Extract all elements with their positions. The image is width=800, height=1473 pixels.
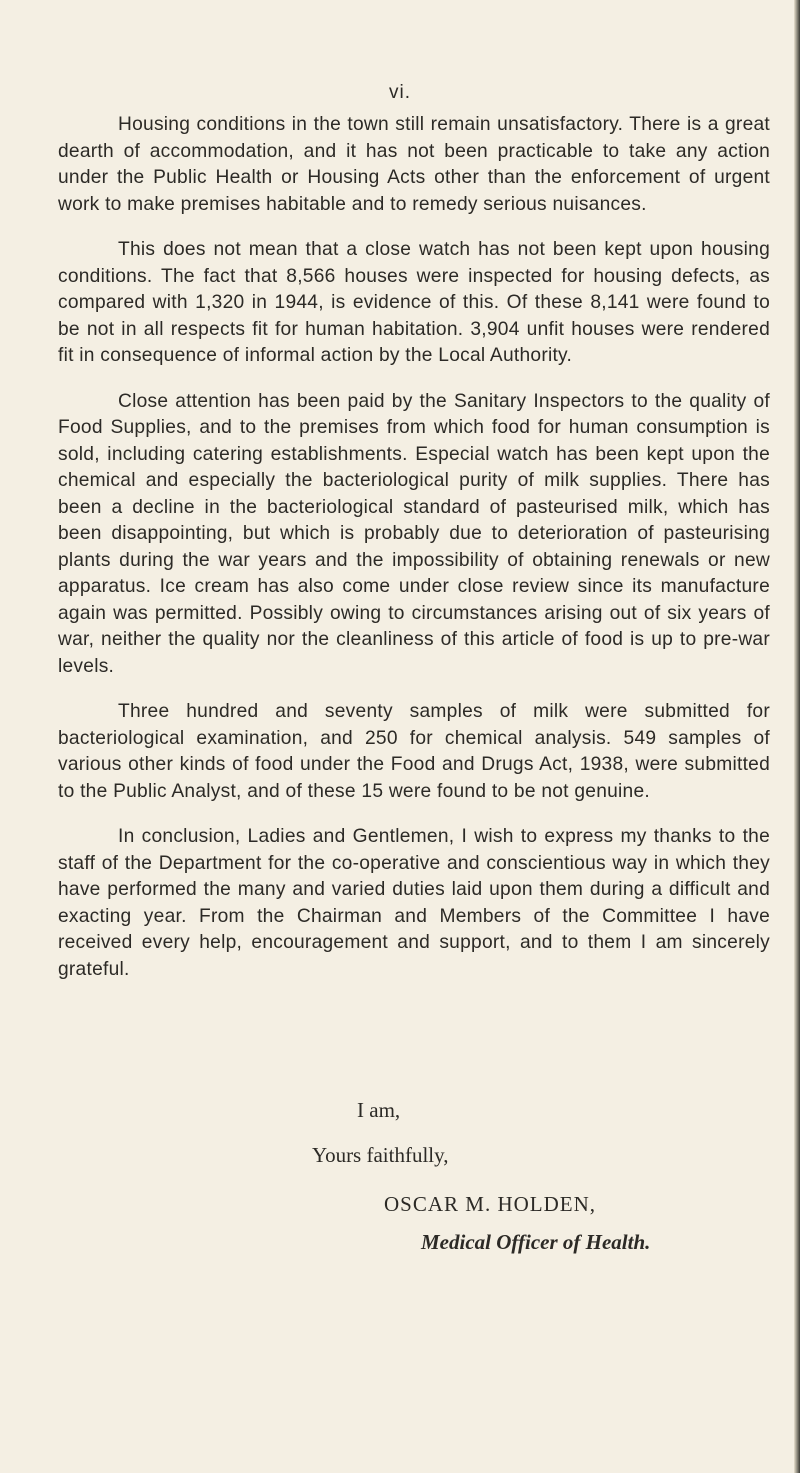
document-body [58,112,770,1002]
page-number: vi. [389,82,411,103]
paragraph-conclusion: In conclusion, Ladies and Gentlemen, I wish to express my thanks to the staff of the Department for the co-operative and conscientious way in which they have performed the many and varied duties laid upon them during a difficult and exacting year. From the Chairman and Members of the Committee I have received every help, encouragement and support, and to them I am sincerely grateful. [58,826,770,980]
signatory-title: Medical Officer of Health. [421,1230,651,1254]
paragraph-food-supplies: Close attention has been paid by the Sanitary Inspectors to the quality of Food Supplies, and to the premises from which food for human consumption is sold, including catering establishments. Especial watch has been kept upon the chemical and especially the bacteriological purity of milk supplies. There has been a decline in the bacteriological standard of pasteurised milk, which has been disappointing, but which is probably due to deterioration of pasteurising plants during the war years and the impossibility of obtaining renewals or new apparatus. Ice cream has also come under close review since its manufacture again was permitted. Possibly owing to circumstances arising out of six years of war, neither the quality nor the cleanliness of this article of food is up to pre-war levels. [58,390,770,677]
paragraph-housing: Housing conditions in the town still remain unsatisfactory. There is a great dearth of accommodation, and it has not been practicable to take any action under the Public Health or Housing Acts other than the enforcement of urgent work to make premises habitable and to remedy serious nuisances. [58,114,770,215]
paragraph-inspections: This does not mean that a close watch has not been kept upon housing conditions. The fact that 8,566 houses were inspected for housing defects, as compared with 1,320 in 1944, is evidence of this. Of these 8,141 were found to be not in all respects fit for human habitation. 3,904 unfit houses were rendered fit in consequence of informal action by the Local Authority. [58,239,770,366]
page-edge-shadow [794,0,800,1473]
closing-yours-faithfully: Yours faithfully, [312,1143,449,1167]
paragraph-samples: Three hundred and seventy samples of milk were submitted for bacteriological examination, and 250 for chemical analysis. 549 samples of various other kinds of food under the Food and Drugs Act, 1938, were submitted to the Public Analyst, and of these 15 were found to be not genuine. [58,701,770,802]
closing-i-am: I am, [357,1098,401,1122]
signatory-name: OSCAR M. HOLDEN, [384,1192,597,1216]
